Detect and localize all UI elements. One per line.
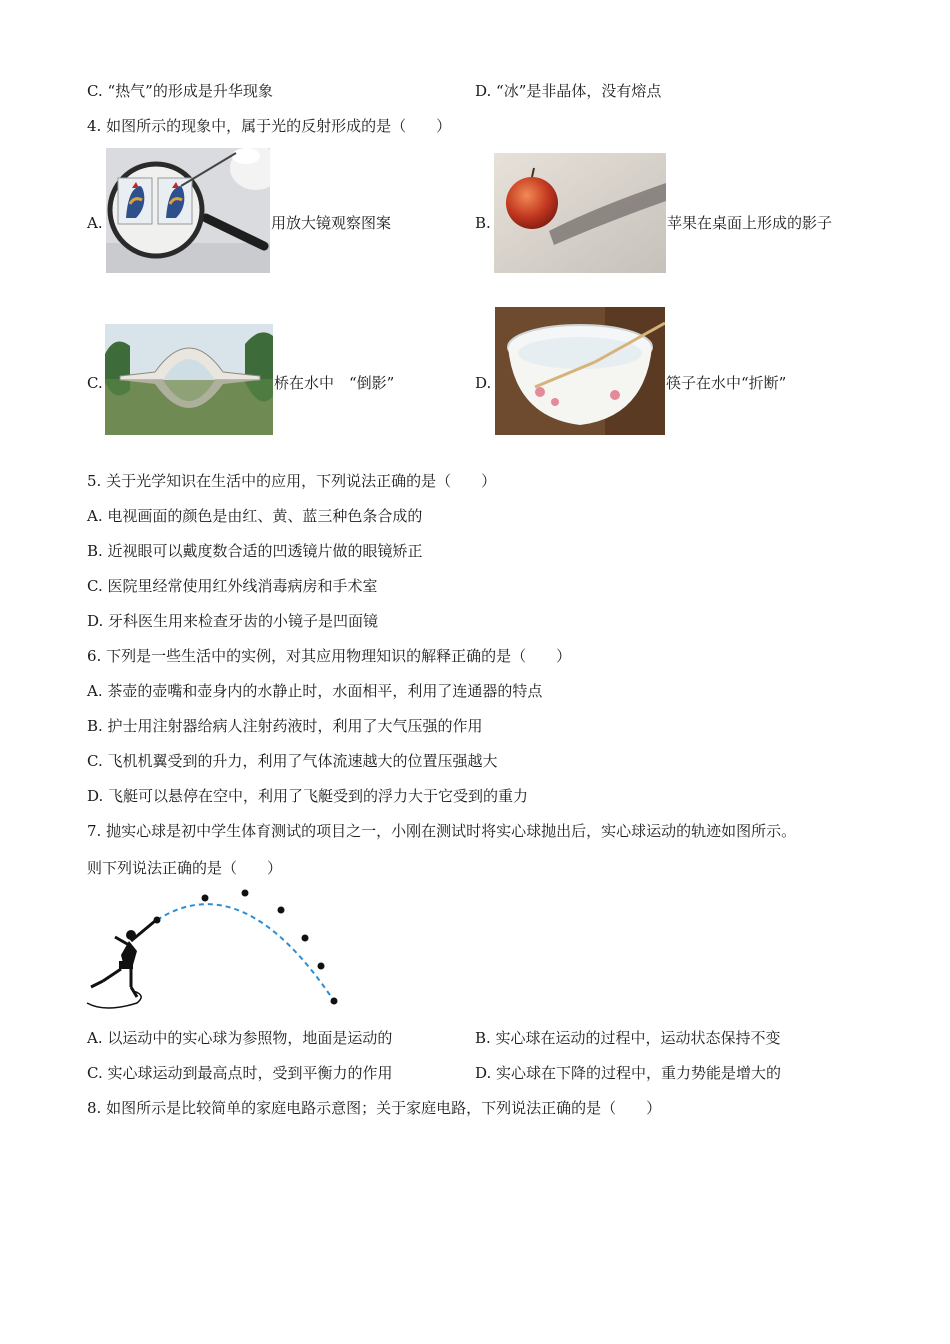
ball-point <box>318 963 325 970</box>
q6-option-a: A. 茶壶的壶嘴和壶身内的水静止时，水面相平，利用了连通器的特点 <box>87 682 543 700</box>
q7-option-b: B. 实心球在运动的过程中，运动状态保持不变 <box>475 1029 781 1047</box>
q4-option-d-caption: 筷子在水中“折断” <box>666 374 787 392</box>
q5-stem: 5. 关于光学知识在生活中的应用，下列说法正确的是（ ） <box>87 472 497 490</box>
q4-option-c-caption: 桥在水中 “倒影” <box>274 374 395 392</box>
bridge-reflection-photo <box>105 324 273 435</box>
q7-stem-line2: 则下列说法正确的是（ ） <box>87 859 283 877</box>
ball-point <box>278 907 285 914</box>
ball-point <box>242 890 249 897</box>
magnifying-glass-stamp-photo <box>106 148 270 273</box>
q3-option-c: C. “热气”的形成是升华现象 <box>87 82 273 100</box>
apple-shadow-photo <box>494 153 666 273</box>
q4-option-b-caption: 苹果在桌面上形成的影子 <box>667 214 833 232</box>
shot-put-trajectory-figure <box>85 885 345 1010</box>
q6-option-d: D. 飞艇可以悬停在空中，利用了飞艇受到的浮力大于它受到的重力 <box>87 787 529 805</box>
q4-option-a-letter: A. <box>87 214 103 232</box>
q8-stem: 8. 如图所示是比较简单的家庭电路示意图；关于家庭电路，下列说法正确的是（ ） <box>87 1099 662 1117</box>
q6-option-c: C. 飞机机翼受到的升力，利用了气体流速越大的位置压强越大 <box>87 752 498 770</box>
q7-option-c: C. 实心球运动到最高点时，受到平衡力的作用 <box>87 1064 393 1082</box>
q7-stem-line1: 7. 抛实心球是初中学生体育测试的项目之一，小刚在测试时将实心球抛出后，实心球运动的轨迹如图所示。 <box>87 822 797 840</box>
q6-option-b: B. 护士用注射器给病人注射药液时，利用了大气压强的作用 <box>87 717 483 735</box>
q3-option-d: D. “冰”是非晶体，没有熔点 <box>475 82 662 100</box>
q7-option-d: D. 实心球在下降的过程中，重力势能是增大的 <box>475 1064 782 1082</box>
q5-option-c: C. 医院里经常使用红外线消毒病房和手术室 <box>87 577 378 595</box>
q6-stem: 6. 下列是一些生活中的实例，对其应用物理知识的解释正确的是（ ） <box>87 647 572 665</box>
q4-option-a-caption: 用放大镜观察图案 <box>271 214 392 232</box>
q4-stem: 4. 如图所示的现象中，属于光的反射形成的是（ ） <box>87 117 452 135</box>
q4-option-b-letter: B. <box>475 214 491 232</box>
ball-point <box>331 998 338 1005</box>
ball-point <box>302 935 309 942</box>
q4-option-d-letter: D. <box>475 374 492 392</box>
ball-point <box>202 895 209 902</box>
q4-option-c-letter: C. <box>87 374 103 392</box>
q5-option-b: B. 近视眼可以戴度数合适的凹透镜片做的眼镜矫正 <box>87 542 423 560</box>
q7-option-a: A. 以运动中的实心球为参照物，地面是运动的 <box>87 1029 393 1047</box>
q5-option-d: D. 牙科医生用来检查牙齿的小镜子是凹面镜 <box>87 612 379 630</box>
chopsticks-in-bowl-photo <box>495 307 665 435</box>
q5-option-a: A. 电视画面的颜色是由红、黄、蓝三种色条合成的 <box>87 507 423 525</box>
